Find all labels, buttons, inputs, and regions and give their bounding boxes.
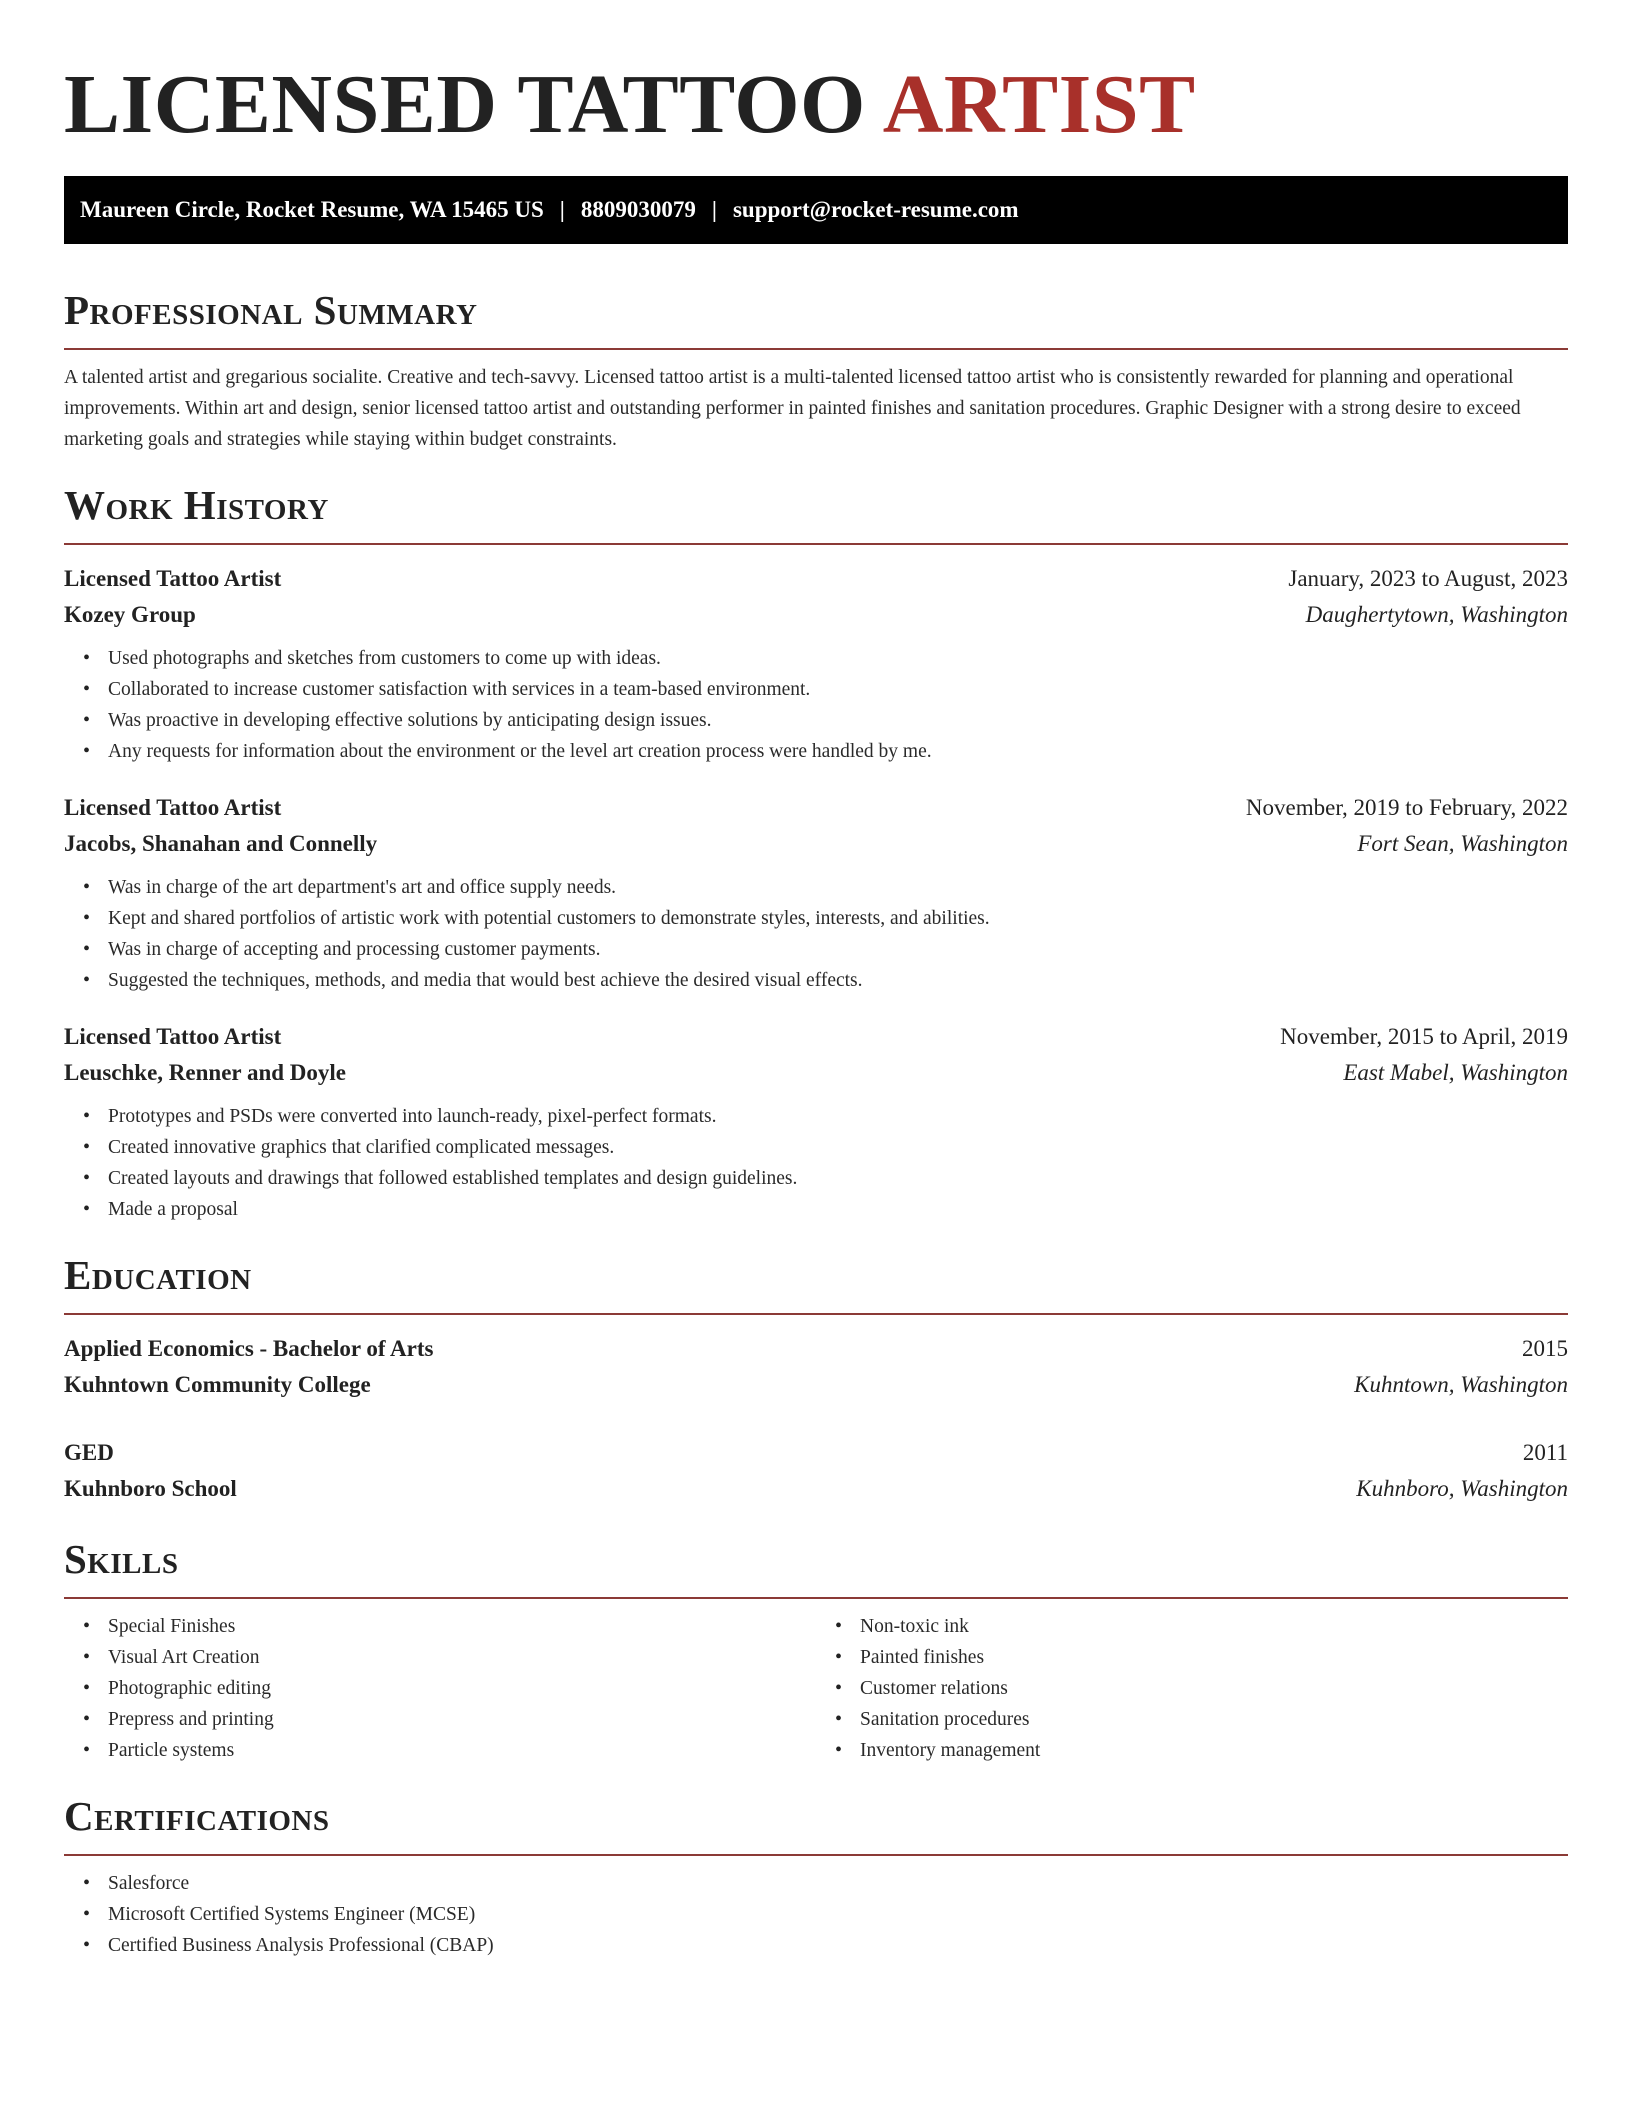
skill-item: • Non-toxic ink — [860, 1611, 1568, 1642]
resume-title — [64, 0, 1568, 152]
job-title: Licensed Tattoo Artist — [64, 1024, 282, 1049]
job-location: Fort Sean, Washington — [1357, 831, 1568, 856]
skill-item: • Sanitation procedures — [860, 1704, 1568, 1735]
education-school-row — [64, 1367, 1568, 1403]
job-dates: November, 2019 to February, 2022 — [1245, 795, 1568, 820]
skills-columns — [64, 1611, 1568, 1766]
certification-item: • Certified Business Analysis Professional (CBAP) — [108, 1930, 1568, 1961]
job-bullet: • Was in charge of the art department's art and office supply needs. — [108, 872, 1568, 903]
education-degree: Applied Economics - Bachelor of Arts — [64, 1336, 434, 1361]
job-bullets — [64, 643, 1568, 767]
title-accent: ARTIST — [882, 58, 1196, 151]
education-entry — [64, 1331, 1568, 1403]
skills-heading: Skills — [64, 1536, 179, 1582]
skill-item: • Customer relations — [860, 1673, 1568, 1704]
job-dates: January, 2023 to August, 2023 — [1288, 566, 1568, 591]
job-company-row — [64, 826, 1568, 862]
skill-item: • Special Finishes — [108, 1611, 816, 1642]
job-company: Jacobs, Shanahan and Connelly — [64, 831, 378, 856]
job-entry — [64, 790, 1568, 996]
job-bullet: • Any requests for information about the environment or the level art creation process were handled by me. — [108, 736, 1568, 767]
education-degree: GED — [64, 1440, 114, 1465]
job-header-row — [64, 561, 1568, 597]
certifications-list — [64, 1868, 1568, 1961]
job-title: Licensed Tattoo Artist — [64, 566, 282, 591]
contact-separator: | — [559, 197, 565, 222]
education-heading: Education — [64, 1252, 252, 1298]
job-bullet: • Was proactive in developing effective solutions by anticipating design issues. — [108, 705, 1568, 736]
education-school-row — [64, 1471, 1568, 1507]
section-divider — [64, 1313, 1568, 1315]
job-location: Daughertytown, Washington — [1305, 602, 1568, 627]
job-bullet: • Collaborated to increase customer satisfaction with services in a team-based environment. — [108, 674, 1568, 705]
work-history-section — [64, 481, 1568, 1225]
skill-item: • Particle systems — [108, 1735, 816, 1766]
job-bullet: • Kept and shared portfolios of artistic work with potential customers to demonstrate styles, interests, and abilities. — [108, 903, 1568, 934]
job-company-row — [64, 1055, 1568, 1091]
contact-address: Maureen Circle, Rocket Resume, WA 15465 US — [80, 197, 544, 222]
summary-heading: Professional Summary — [64, 287, 478, 333]
job-bullet: • Made a proposal — [108, 1194, 1568, 1225]
job-company: Leuschke, Renner and Doyle — [64, 1060, 346, 1085]
contact-bar — [64, 176, 1568, 244]
job-bullets — [64, 872, 1568, 996]
job-bullet: • Created innovative graphics that clarified complicated messages. — [108, 1132, 1568, 1163]
job-bullets — [64, 1101, 1568, 1225]
education-year: 2011 — [1522, 1440, 1568, 1465]
job-company-row — [64, 597, 1568, 633]
certifications-section — [64, 1792, 1568, 1961]
education-section — [64, 1251, 1568, 1507]
job-bullet: • Used photographs and sketches from customers to come up with ideas. — [108, 643, 1568, 674]
skill-item: • Inventory management — [860, 1735, 1568, 1766]
certifications-heading: Certifications — [64, 1793, 330, 1839]
skills-list-left — [64, 1611, 816, 1766]
contact-email[interactable]: support@rocket-resume.com — [732, 197, 1019, 222]
work-history-heading: Work History — [64, 482, 329, 528]
job-title: Licensed Tattoo Artist — [64, 795, 282, 820]
section-divider — [64, 543, 1568, 545]
education-year: 2015 — [1522, 1336, 1568, 1361]
job-entry — [64, 1019, 1568, 1225]
summary-text: A talented artist and gregarious socialite. Creative and tech-savvy. Licensed tattoo artist is a multi-talented licensed tattoo artist who is consistently rewarded for planning and operational improvements. Within art and design, senior licensed tattoo artist and outstanding performer in painted finishes and sanitation procedures. Graphic Designer with a strong desire to exceed marketing goals and strategies while staying within budget constraints. — [64, 367, 1521, 450]
section-divider — [64, 348, 1568, 350]
title-main: LICENSED TATTOO — [64, 58, 883, 151]
education-school: Kuhntown Community College — [64, 1372, 371, 1397]
contact-separator: | — [711, 197, 717, 222]
job-entry — [64, 561, 1568, 767]
job-bullet: • Prototypes and PSDs were converted into launch-ready, pixel-perfect formats. — [108, 1101, 1568, 1132]
education-school: Kuhnboro School — [64, 1476, 237, 1501]
section-divider — [64, 1597, 1568, 1599]
job-dates: November, 2015 to April, 2019 — [1280, 1024, 1568, 1049]
skill-item: • Prepress and printing — [108, 1704, 816, 1735]
education-location: Kuhntown, Washington — [1354, 1372, 1568, 1397]
skills-list-right — [816, 1611, 1568, 1766]
education-header-row — [64, 1331, 1568, 1367]
skills-section — [64, 1535, 1568, 1766]
section-divider — [64, 1854, 1568, 1856]
job-bullet: • Created layouts and drawings that followed established templates and design guidelines. — [108, 1163, 1568, 1194]
education-entry — [64, 1435, 1568, 1507]
skill-item: • Visual Art Creation — [108, 1642, 816, 1673]
job-bullet: • Was in charge of accepting and processing customer payments. — [108, 934, 1568, 965]
certification-item: • Salesforce — [108, 1868, 1568, 1899]
skill-item: • Photographic editing — [108, 1673, 816, 1704]
contact-phone[interactable]: 8809030079 — [580, 197, 696, 222]
skill-item: • Painted finishes — [860, 1642, 1568, 1673]
job-location: East Mabel, Washington — [1343, 1060, 1568, 1085]
education-header-row — [64, 1435, 1568, 1471]
job-header-row — [64, 790, 1568, 826]
job-bullet: • Suggested the techniques, methods, and media that would best achieve the desired visual effects. — [108, 965, 1568, 996]
job-company: Kozey Group — [64, 602, 196, 627]
summary-section — [64, 286, 1568, 455]
job-header-row — [64, 1019, 1568, 1055]
education-location: Kuhnboro, Washington — [1356, 1476, 1568, 1501]
certification-item: • Microsoft Certified Systems Engineer (MCSE) — [108, 1899, 1568, 1930]
